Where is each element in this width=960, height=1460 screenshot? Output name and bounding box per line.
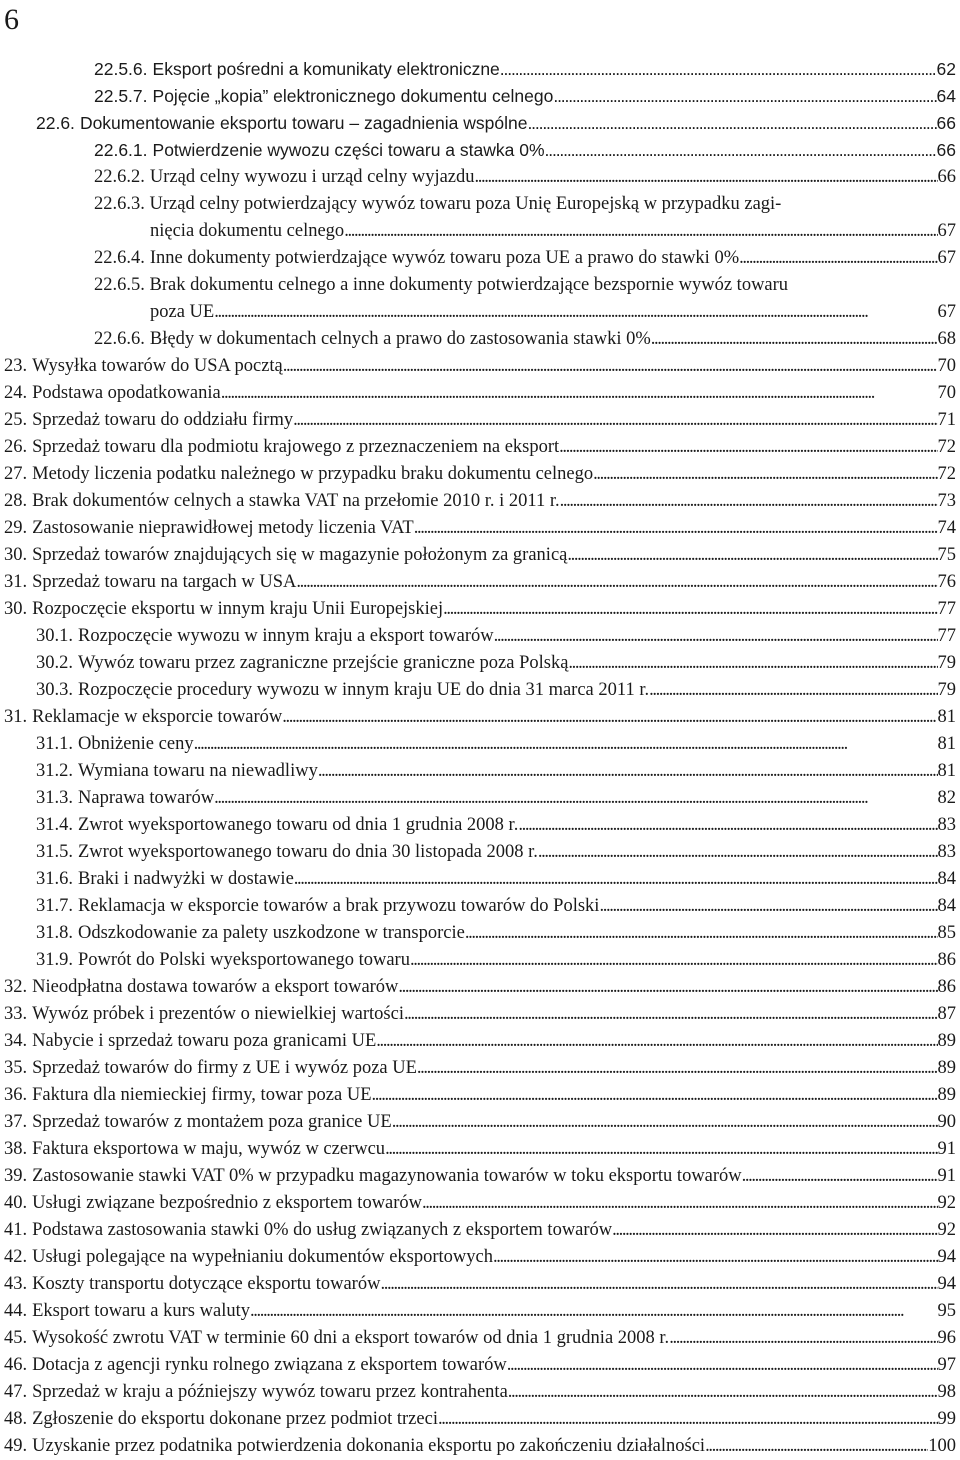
leader-dots bbox=[417, 1055, 938, 1082]
toc-entry-number: 22.6.3. bbox=[94, 194, 145, 214]
leader-dots bbox=[372, 1082, 938, 1109]
toc-entry-title: Usługi związane bezpośrednio z eksportem towarów bbox=[32, 1193, 423, 1213]
toc-entry[interactable] bbox=[0, 569, 960, 596]
toc-entry-title: Dotacja z agencji rynku rolnego związana z eksportem towarów bbox=[32, 1355, 507, 1375]
toc-entry[interactable] bbox=[0, 1190, 960, 1217]
leader-dots bbox=[414, 515, 938, 542]
toc-entry[interactable] bbox=[0, 1406, 960, 1433]
toc-entry-page: 94 bbox=[937, 1247, 956, 1267]
leader-dots bbox=[214, 785, 937, 812]
toc-entry-number: 31.7. bbox=[36, 896, 73, 916]
page-number: 6 bbox=[4, 3, 19, 36]
leader-dots bbox=[380, 1271, 937, 1298]
toc-entry-page: 81 bbox=[937, 707, 956, 727]
leader-dots bbox=[599, 893, 937, 920]
toc-entry-number: 22.5.7. bbox=[94, 86, 148, 106]
toc-entry[interactable] bbox=[0, 623, 960, 650]
toc-entry[interactable] bbox=[0, 812, 960, 839]
toc-entry-number: 31.6. bbox=[36, 869, 73, 889]
toc-entry-number: 22.6. bbox=[36, 113, 75, 133]
leader-dots bbox=[404, 1001, 938, 1028]
leader-dots bbox=[742, 1163, 938, 1190]
toc-entry-number: 26. bbox=[4, 437, 28, 457]
toc-entry-title: Sprzedaż towarów z montażem poza granice UE bbox=[32, 1112, 392, 1132]
toc-entry-number: 30.3. bbox=[36, 680, 73, 700]
toc-entry-page: 100 bbox=[928, 1436, 956, 1456]
toc-entry[interactable] bbox=[0, 110, 960, 137]
table-of-contents bbox=[0, 56, 960, 1460]
toc-entry-page: 64 bbox=[936, 86, 956, 106]
toc-entry-title: Koszty transportu dotyczące eksportu towarów bbox=[32, 1274, 381, 1294]
toc-entry[interactable] bbox=[0, 974, 960, 1001]
toc-entry-page: 71 bbox=[937, 410, 956, 430]
toc-entry-number: 43. bbox=[4, 1274, 28, 1294]
toc-entry-number: 22.6.6. bbox=[94, 329, 145, 349]
toc-entry-title: Sprzedaż w kraju a późniejszy wywóz towaru przez kontrahenta bbox=[32, 1382, 508, 1402]
leader-dots bbox=[494, 623, 938, 650]
toc-entry-page: 73 bbox=[937, 491, 956, 511]
toc-entry-number: 30. bbox=[4, 599, 28, 619]
toc-entry-number: 30.1. bbox=[36, 626, 73, 646]
toc-entry-page: 82 bbox=[937, 788, 956, 808]
toc-entry[interactable] bbox=[0, 650, 960, 677]
toc-entry-page: 97 bbox=[937, 1355, 956, 1375]
toc-entry-number: 22.6.2. bbox=[94, 167, 145, 187]
toc-entry-number: 30. bbox=[4, 545, 28, 565]
toc-entry-number: 48. bbox=[4, 1409, 28, 1429]
toc-entry[interactable] bbox=[0, 920, 960, 947]
leader-dots bbox=[410, 947, 938, 974]
toc-entry[interactable] bbox=[0, 1271, 960, 1298]
toc-entry-title: Urząd celny potwierdzający wywóz towaru poza Unię Europejską w przypadku zagi- bbox=[149, 194, 782, 214]
toc-entry-title: Zastosowanie nieprawidłowej metody liczenia VAT bbox=[32, 518, 414, 538]
toc-entry-number: 22.6.1. bbox=[94, 140, 148, 160]
toc-entry-number: 22.6.4. bbox=[94, 248, 145, 268]
leader-dots bbox=[651, 326, 938, 353]
toc-entry-page: 83 bbox=[937, 815, 956, 835]
leader-dots bbox=[221, 380, 938, 407]
toc-entry[interactable] bbox=[0, 1001, 960, 1028]
leader-dots bbox=[508, 1379, 938, 1406]
leader-dots bbox=[318, 758, 938, 785]
toc-entry[interactable] bbox=[0, 488, 960, 515]
toc-entry[interactable] bbox=[0, 866, 960, 893]
toc-entry-page: 86 bbox=[937, 977, 956, 997]
toc-entry[interactable] bbox=[0, 326, 960, 353]
toc-entry-title: Eksport pośredni a komunikaty elektroniczne bbox=[152, 59, 500, 79]
toc-entry-first-line bbox=[94, 191, 960, 218]
toc-entry-number: 47. bbox=[4, 1382, 28, 1402]
toc-entry-page: 85 bbox=[937, 923, 956, 943]
toc-entry-page: 67 bbox=[937, 248, 956, 268]
toc-entry-title: Wywóz próbek i prezentów o niewielkiej wartości bbox=[32, 1004, 404, 1024]
leader-dots bbox=[376, 1028, 937, 1055]
toc-entry-page: 77 bbox=[937, 599, 956, 619]
leader-dots bbox=[527, 110, 936, 137]
toc-entry-title: Podstawa opodatkowania bbox=[32, 383, 221, 403]
toc-entry-title: Rozpoczęcie procedury wywozu w innym kraju UE do dnia 31 marca 2011 r. bbox=[78, 680, 650, 700]
leader-dots bbox=[392, 1109, 938, 1136]
toc-entry[interactable] bbox=[0, 245, 960, 272]
leader-dots bbox=[568, 650, 937, 677]
toc-entry-number: 37. bbox=[4, 1112, 28, 1132]
toc-entry-title: Nieodpłatna dostawa towarów a eksport towarów bbox=[32, 977, 399, 997]
toc-entry[interactable] bbox=[0, 542, 960, 569]
toc-entry-page: 62 bbox=[936, 59, 956, 79]
leader-dots bbox=[705, 1433, 928, 1460]
toc-entry-page: 90 bbox=[937, 1112, 956, 1132]
toc-entry-title-continued: poza UE bbox=[150, 302, 215, 322]
leader-dots bbox=[250, 1298, 938, 1325]
toc-entry-number: 31.3. bbox=[36, 788, 73, 808]
toc-entry-title: Zgłoszenie do eksportu dokonane przez podmiot trzeci bbox=[32, 1409, 438, 1429]
toc-entry-title: Sprzedaż towarów do firmy z UE i wywóz poza UE bbox=[32, 1058, 417, 1078]
toc-entry-page: 79 bbox=[937, 653, 956, 673]
toc-entry[interactable] bbox=[0, 1136, 960, 1163]
toc-entry-title: Podstawa zastosowania stawki 0% do usług związanych z eksportem towarów bbox=[32, 1220, 613, 1240]
toc-entry-page: 77 bbox=[937, 626, 956, 646]
toc-entry[interactable] bbox=[0, 1055, 960, 1082]
toc-entry-number: 27. bbox=[4, 464, 28, 484]
toc-entry-page: 66 bbox=[936, 113, 956, 133]
toc-entry-number: 31.2. bbox=[36, 761, 73, 781]
toc-entry[interactable] bbox=[0, 1082, 960, 1109]
leader-dots bbox=[214, 299, 937, 326]
toc-entry-title: Faktura eksportowa w maju, wywóz w czerwcu bbox=[32, 1139, 386, 1159]
toc-entry-number: 30.2. bbox=[36, 653, 73, 673]
toc-entry-page: 92 bbox=[937, 1193, 956, 1213]
toc-entry-number: 31.4. bbox=[36, 815, 73, 835]
toc-entry-page: 95 bbox=[937, 1301, 956, 1321]
toc-entry-page: 84 bbox=[937, 896, 956, 916]
toc-entry-number: 25. bbox=[4, 410, 28, 430]
toc-entry-number: 22.6.5. bbox=[94, 275, 145, 295]
toc-entry-page: 68 bbox=[937, 329, 956, 349]
toc-entry[interactable] bbox=[0, 1298, 960, 1325]
toc-entry[interactable] bbox=[0, 731, 960, 758]
toc-entry-number: 35. bbox=[4, 1058, 28, 1078]
leader-dots bbox=[593, 461, 937, 488]
toc-entry-page: 91 bbox=[937, 1166, 956, 1186]
leader-dots bbox=[443, 596, 937, 623]
toc-entry-page: 67 bbox=[937, 221, 956, 241]
toc-entry-page: 89 bbox=[937, 1058, 956, 1078]
toc-entry-number: 31.9. bbox=[36, 950, 73, 970]
leader-dots bbox=[293, 407, 937, 434]
toc-entry-title: Błędy w dokumentach celnych a prawo do zastosowania stawki 0% bbox=[149, 329, 651, 349]
leader-dots bbox=[553, 83, 936, 110]
toc-entry-number: 31.5. bbox=[36, 842, 73, 862]
toc-entry-title: Rozpoczęcie eksportu w innym kraju Unii Europejskiej bbox=[32, 599, 444, 619]
toc-entry-number: 31. bbox=[4, 707, 28, 727]
toc-entry-number: 45. bbox=[4, 1328, 28, 1348]
toc-entry-page: 81 bbox=[937, 761, 956, 781]
toc-entry-title: Brak dokumentów celnych a stawka VAT na przełomie 2010 r. i 2011 r. bbox=[32, 491, 560, 511]
toc-entry-page: 79 bbox=[937, 680, 956, 700]
toc-entry[interactable] bbox=[0, 191, 960, 245]
toc-entry-number: 23. bbox=[4, 356, 28, 376]
toc-entry[interactable] bbox=[0, 1325, 960, 1352]
leader-dots bbox=[282, 704, 937, 731]
toc-entry-page: 72 bbox=[937, 437, 956, 457]
toc-entry-title: Reklamacja w eksporcie towarów a brak przywozu towarów do Polski bbox=[78, 896, 600, 916]
toc-entry[interactable] bbox=[0, 56, 960, 83]
toc-entry-page: 67 bbox=[937, 302, 956, 322]
toc-entry-page: 81 bbox=[937, 734, 956, 754]
toc-entry-title: Inne dokumenty potwierdzające wywóz towaru poza UE a prawo do stawki 0% bbox=[149, 248, 740, 268]
toc-entry-title: Uzyskanie przez podatnika potwierdzenia dokonania eksportu po zakończeniu działalności bbox=[32, 1436, 706, 1456]
toc-entry[interactable] bbox=[0, 1352, 960, 1379]
toc-entry-title: Sprzedaż towaru na targach w USA bbox=[32, 572, 297, 592]
toc-entry-number: 34. bbox=[4, 1031, 28, 1051]
toc-entry-title-continued: nięcia dokumentu celnego bbox=[150, 221, 345, 241]
leader-dots bbox=[500, 56, 937, 83]
toc-entry-title: Brak dokumentu celnego a inne dokumenty potwierdzające bezspornie wywóz towaru bbox=[149, 275, 789, 295]
leader-dots bbox=[560, 488, 938, 515]
toc-entry-number: 31. bbox=[4, 572, 28, 592]
toc-entry-number: 31.1. bbox=[36, 734, 73, 754]
toc-entry-page: 75 bbox=[937, 545, 956, 565]
leader-dots bbox=[465, 920, 938, 947]
toc-entry[interactable] bbox=[0, 272, 960, 326]
toc-entry[interactable] bbox=[0, 893, 960, 920]
toc-entry-title: Wysyłka towarów do USA pocztą bbox=[32, 356, 283, 376]
toc-entry-number: 41. bbox=[4, 1220, 28, 1240]
toc-entry-title: Zwrot wyeksportowanego towaru od dnia 1 grudnia 2008 r. bbox=[78, 815, 519, 835]
leader-dots bbox=[475, 164, 938, 191]
leader-dots bbox=[385, 1136, 937, 1163]
toc-entry[interactable] bbox=[0, 704, 960, 731]
toc-entry-title: Rozpoczęcie wywozu w innym kraju a eksport towarów bbox=[78, 626, 494, 646]
toc-entry-page: 92 bbox=[937, 1220, 956, 1240]
toc-entry-number: 32. bbox=[4, 977, 28, 997]
toc-entry-number: 38. bbox=[4, 1139, 28, 1159]
toc-entry-title: Sprzedaż towaru do oddziału firmy bbox=[32, 410, 294, 430]
toc-entry-page: 70 bbox=[937, 356, 956, 376]
toc-entry[interactable] bbox=[0, 407, 960, 434]
toc-entry[interactable] bbox=[0, 1433, 960, 1460]
toc-entry-number: 36. bbox=[4, 1085, 28, 1105]
toc-entry-title: Nabycie i sprzedaż towaru poza granicami UE bbox=[32, 1031, 377, 1051]
toc-entry-title: Obniżenie ceny bbox=[78, 734, 194, 754]
toc-entry[interactable] bbox=[0, 380, 960, 407]
toc-entry[interactable] bbox=[0, 596, 960, 623]
toc-entry-page: 91 bbox=[937, 1139, 956, 1159]
toc-entry-page: 89 bbox=[937, 1031, 956, 1051]
toc-entry-number: 22.5.6. bbox=[94, 59, 148, 79]
toc-entry-page: 76 bbox=[937, 572, 956, 592]
toc-entry[interactable] bbox=[0, 461, 960, 488]
leader-dots bbox=[294, 866, 938, 893]
toc-entry-title: Pojęcie „kopia” elektronicznego dokumentu celnego bbox=[152, 86, 554, 106]
toc-entry-number: 31.8. bbox=[36, 923, 73, 943]
leader-dots bbox=[739, 245, 937, 272]
toc-entry-number: 28. bbox=[4, 491, 28, 511]
toc-entry[interactable] bbox=[0, 1379, 960, 1406]
toc-entry-number: 42. bbox=[4, 1247, 28, 1267]
toc-entry-page: 74 bbox=[937, 518, 956, 538]
toc-entry-title: Zastosowanie stawki VAT 0% w przypadku magazynowania towarów w toku eksportu towarów bbox=[32, 1166, 742, 1186]
toc-entry-title: Wymiana towaru na niewadliwy bbox=[78, 761, 318, 781]
toc-entry-number: 29. bbox=[4, 518, 28, 538]
leader-dots bbox=[559, 434, 937, 461]
toc-entry-page: 84 bbox=[937, 869, 956, 889]
toc-entry-title: Metody liczenia podatku należnego w przypadku braku dokumentu celnego bbox=[32, 464, 594, 484]
toc-entry-title: Reklamacje w eksporcie towarów bbox=[32, 707, 283, 727]
leader-dots bbox=[438, 1406, 938, 1433]
toc-entry-page: 66 bbox=[936, 140, 956, 160]
leader-dots bbox=[194, 731, 938, 758]
toc-entry[interactable] bbox=[0, 677, 960, 704]
toc-entry-title: Sprzedaż towaru dla podmiotu krajowego z przeznaczeniem na eksport bbox=[32, 437, 560, 457]
toc-entry-page: 66 bbox=[937, 167, 956, 187]
toc-entry-title: Wywóz towaru przez zagraniczne przejście graniczne poza Polską bbox=[78, 653, 569, 673]
leader-dots bbox=[649, 677, 937, 704]
toc-entry-title: Braki i nadwyżki w dostawie bbox=[78, 869, 294, 889]
toc-entry-title: Faktura dla niemieckiej firmy, towar poza UE bbox=[32, 1085, 372, 1105]
toc-entry-page: 89 bbox=[937, 1085, 956, 1105]
toc-entry-page: 99 bbox=[937, 1409, 956, 1429]
toc-entry-page: 87 bbox=[937, 1004, 956, 1024]
toc-entry-number: 44. bbox=[4, 1301, 28, 1321]
toc-entry[interactable] bbox=[0, 785, 960, 812]
toc-entry-page: 72 bbox=[937, 464, 956, 484]
toc-entry-title: Urząd celny wywozu i urząd celny wyjazdu bbox=[149, 167, 475, 187]
toc-entry-title: Sprzedaż towarów znajdujących się w magazynie położonym za granicą bbox=[32, 545, 568, 565]
toc-entry[interactable] bbox=[0, 1109, 960, 1136]
leader-dots bbox=[344, 218, 937, 245]
leader-dots bbox=[507, 1352, 938, 1379]
toc-entry-page: 86 bbox=[937, 950, 956, 970]
toc-entry[interactable] bbox=[0, 515, 960, 542]
toc-entry-page: 94 bbox=[937, 1274, 956, 1294]
leader-dots bbox=[283, 353, 938, 380]
toc-entry-title: Dokumentowanie eksportu towaru – zagadnienia wspólne bbox=[79, 113, 528, 133]
toc-entry[interactable] bbox=[0, 1163, 960, 1190]
toc-entry-number: 39. bbox=[4, 1166, 28, 1186]
toc-entry[interactable] bbox=[0, 164, 960, 191]
toc-entry-number: 46. bbox=[4, 1355, 28, 1375]
leader-dots bbox=[612, 1217, 937, 1244]
toc-entry[interactable] bbox=[0, 947, 960, 974]
toc-entry[interactable] bbox=[0, 1244, 960, 1271]
leader-dots bbox=[296, 569, 937, 596]
toc-entry-title: Odszkodowanie za palety uszkodzone w transporcie bbox=[78, 923, 465, 943]
leader-dots bbox=[493, 1244, 938, 1271]
toc-entry-page: 98 bbox=[937, 1382, 956, 1402]
toc-entry-title: Usługi polegające na wypełnianiu dokumentów eksportowych bbox=[32, 1247, 493, 1267]
toc-entry-page: 83 bbox=[937, 842, 956, 862]
toc-entry-title: Powrót do Polski wyeksportowanego towaru bbox=[78, 950, 410, 970]
toc-entry-number: 33. bbox=[4, 1004, 28, 1024]
leader-dots bbox=[545, 137, 937, 164]
leader-dots bbox=[398, 974, 937, 1001]
toc-entry[interactable] bbox=[0, 353, 960, 380]
toc-entry-number: 40. bbox=[4, 1193, 28, 1213]
leader-dots bbox=[518, 812, 937, 839]
toc-entry-number: 24. bbox=[4, 383, 28, 403]
toc-entry[interactable] bbox=[0, 1217, 960, 1244]
toc-entry[interactable] bbox=[0, 839, 960, 866]
toc-entry-title: Zwrot wyeksportowanego towaru do dnia 30 listopada 2008 r. bbox=[78, 842, 538, 862]
toc-entry[interactable] bbox=[0, 137, 960, 164]
leader-dots bbox=[538, 839, 938, 866]
toc-entry-first-line bbox=[94, 272, 960, 299]
toc-entry-title: Naprawa towarów bbox=[78, 788, 215, 808]
leader-dots bbox=[669, 1325, 937, 1352]
toc-entry-title: Wysokość zwrotu VAT w terminie 60 dni a eksport towarów od dnia 1 grudnia 2008 r. bbox=[32, 1328, 670, 1348]
toc-entry-title: Eksport towaru a kurs waluty bbox=[32, 1301, 250, 1321]
leader-dots bbox=[422, 1190, 937, 1217]
toc-entry-title: Potwierdzenie wywozu części towaru a stawka 0% bbox=[152, 140, 545, 160]
toc-entry-page: 70 bbox=[937, 383, 956, 403]
toc-entry[interactable] bbox=[0, 1028, 960, 1055]
toc-entry[interactable] bbox=[0, 434, 960, 461]
toc-entry-number: 49. bbox=[4, 1436, 28, 1456]
toc-entry[interactable] bbox=[0, 83, 960, 110]
toc-entry-page: 96 bbox=[937, 1328, 956, 1348]
toc-entry[interactable] bbox=[0, 758, 960, 785]
leader-dots bbox=[567, 542, 937, 569]
